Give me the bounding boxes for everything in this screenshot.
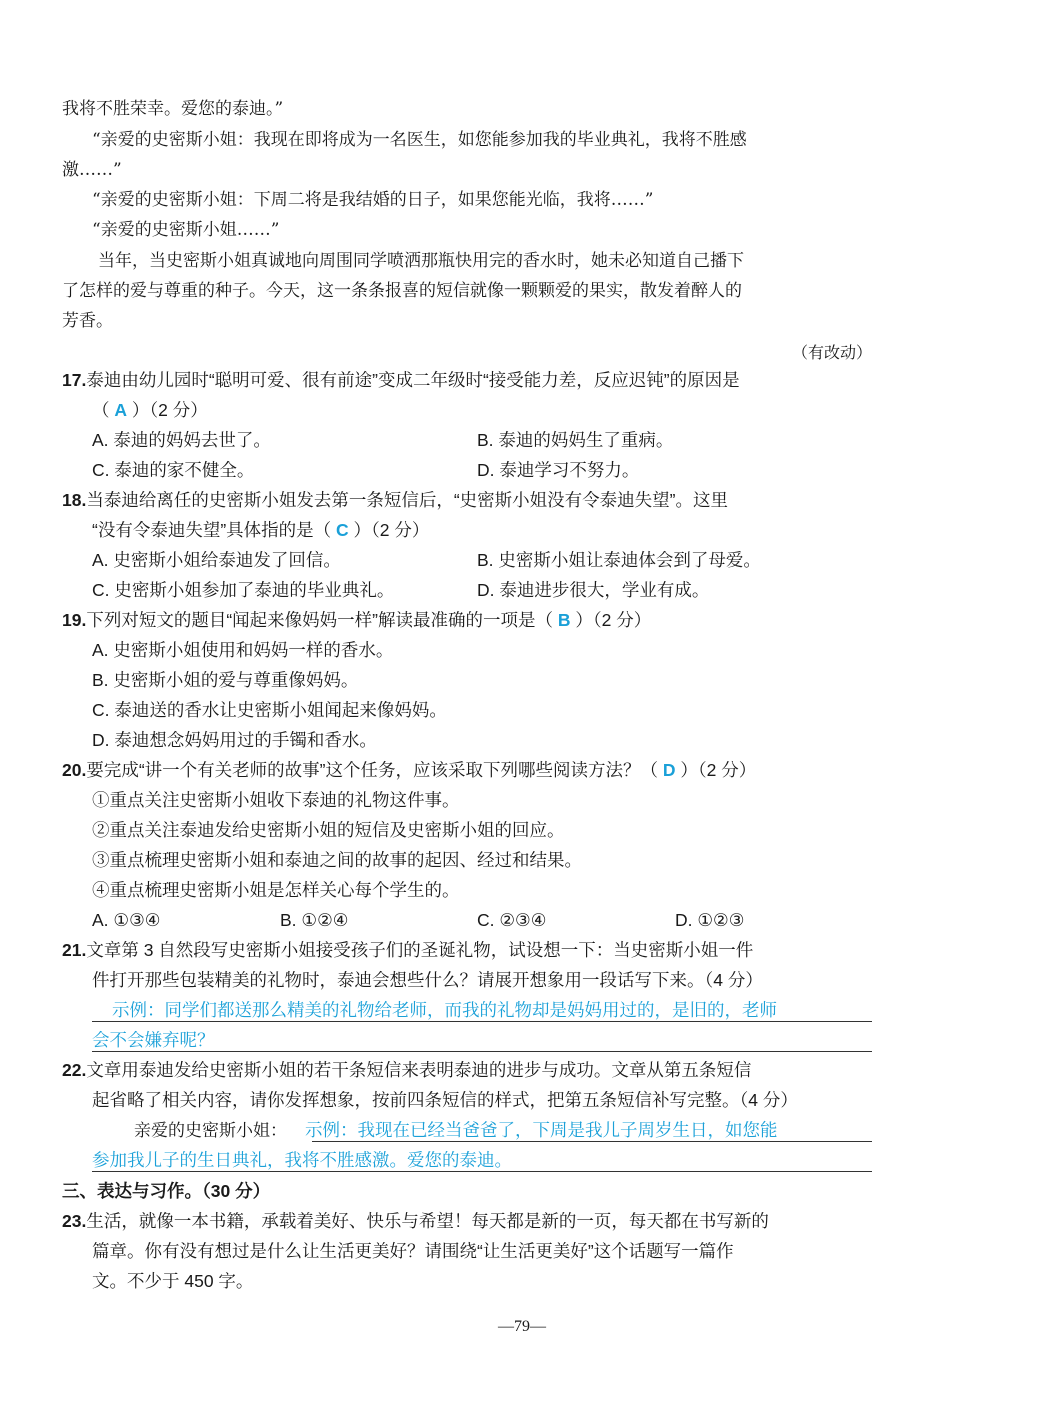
question-text: 文章用泰迪发给史密斯小姐的若干条短信来表明泰迪的进步与成功。文章从第五条短信 xyxy=(86,1060,752,1080)
option-d: D. 泰迪学习不努力。 xyxy=(477,460,640,480)
option-c: C. 泰迪的家不健全。 xyxy=(92,460,255,480)
question-21 xyxy=(62,939,753,961)
option-d: D. 泰迪想念妈妈用过的手镯和香水。 xyxy=(92,730,377,750)
question-number: 18. xyxy=(62,490,87,510)
question-text: 篇章。你有没有想过是什么让生活更美好？请围绕“让生活更美好”这个话题写一篇作 xyxy=(92,1241,734,1261)
question-number: 23. xyxy=(62,1211,87,1231)
question-17 xyxy=(62,369,740,391)
question-20 xyxy=(62,759,756,781)
answer-underline xyxy=(312,1141,872,1142)
story-line: 了怎样的爱与尊重的种子。今天，这一条条报喜的短信就像一颗颗爱的果实，散发着醉人的 xyxy=(62,281,742,301)
story-line: 我将不胜荣幸。爱您的泰迪。” xyxy=(62,99,284,119)
question-number: 19. xyxy=(62,610,87,630)
points: ）（2 分） xyxy=(353,520,430,540)
story-line: “亲爱的史密斯小姐……” xyxy=(92,220,280,240)
option-d: D. ①②③ xyxy=(675,910,745,930)
option-c: C. ②③④ xyxy=(477,910,547,930)
answer-mark: B xyxy=(557,610,571,630)
points: ）（2 分） xyxy=(680,760,757,780)
answer-line: 示例：同学们都送那么精美的礼物给老师，而我的礼物却是妈妈用过的，是旧的，老师 xyxy=(112,1000,777,1020)
question-17-blank xyxy=(92,399,208,421)
option-a: A. 泰迪的妈妈去世了。 xyxy=(92,430,271,450)
option-b: B. 泰迪的妈妈生了重病。 xyxy=(477,430,674,450)
question-text: 生活，就像一本书籍，承载着美好、快乐与希望！每天都是新的一页，每天都在书写新的 xyxy=(86,1211,769,1231)
option-c: C. 泰迪送的香水让史密斯小姐闻起来像妈妈。 xyxy=(92,700,447,720)
option-a: A. 史密斯小姐给泰迪发了回信。 xyxy=(92,550,341,570)
option-b: B. ①②④ xyxy=(280,910,349,930)
statement-4: ④重点梳理史密斯小姐是怎样关心每个学生的。 xyxy=(92,880,460,900)
story-line: 芳香。 xyxy=(62,311,113,331)
question-text: 泰迪由幼儿园时“聪明可爱、很有前途”变成二年级时“接受能力差，反应迟钝”的原因是 xyxy=(86,370,740,390)
question-text: 文章第 3 自然段写史密斯小姐接受孩子们的圣诞礼物，试设想一下：当史密斯小姐一件 xyxy=(86,940,754,960)
question-number: 20. xyxy=(62,760,87,780)
sms-prefix: 亲爱的史密斯小姐： xyxy=(134,1121,287,1141)
answer-underline xyxy=(92,1021,872,1022)
statement-2: ②重点关注泰迪发给史密斯小姐的短信及史密斯小姐的回应。 xyxy=(92,820,565,840)
option-c: C. 史密斯小姐参加了泰迪的毕业典礼。 xyxy=(92,580,395,600)
question-number: 21. xyxy=(62,940,87,960)
question-text: 下列对短文的题目“闻起来像妈妈一样”解读最准确的一项是（ xyxy=(86,610,553,630)
question-23 xyxy=(62,1210,769,1232)
answer-underline xyxy=(92,1051,872,1052)
answer-line: 示例：我现在已经当爸爸了，下周是我儿子周岁生日，如您能 xyxy=(305,1120,778,1140)
answer-underline xyxy=(92,1171,872,1172)
story-line: 激……” xyxy=(62,160,122,180)
answer-mark: A xyxy=(114,400,128,420)
answer-line: 参加我儿子的生日典礼，我将不胜感激。爱您的泰迪。 xyxy=(92,1150,512,1170)
statement-1: ①重点关注史密斯小姐收下泰迪的礼物这件事。 xyxy=(92,790,460,810)
statement-3: ③重点梳理史密斯小姐和泰迪之间的故事的起因、经过和结果。 xyxy=(92,850,582,870)
question-text: 要完成“讲一个有关老师的故事”这个任务，应该采取下列哪些阅读方法？（ xyxy=(86,760,658,780)
source-note: （有改动） xyxy=(791,343,872,362)
option-b: B. 史密斯小姐让泰迪体会到了母爱。 xyxy=(477,550,761,570)
story-line: “亲爱的史密斯小姐：我现在即将成为一名医生，如您能参加我的毕业典礼，我将不胜感 xyxy=(92,130,747,150)
question-text: 当泰迪给离任的史密斯小姐发去第一条短信后，“史密斯小姐没有令泰迪失望”。这里 xyxy=(86,490,728,510)
answer-mark: C xyxy=(336,520,349,540)
option-a: A. ①③④ xyxy=(92,910,161,930)
story-line: 当年，当史密斯小姐真诚地向周围同学喷洒那瓶快用完的香水时，她未必知道自己播下 xyxy=(98,251,744,271)
option-b: B. 史密斯小姐的爱与尊重像妈妈。 xyxy=(92,670,359,690)
question-text: 文。不少于 450 字。 xyxy=(92,1271,254,1291)
option-a: A. 史密斯小姐使用和妈妈一样的香水。 xyxy=(92,640,394,660)
question-text: 起省略了相关内容，请你发挥想象，按前四条短信的样式，把第五条短信补写完整。（4 分） xyxy=(92,1090,798,1110)
question-number: 22. xyxy=(62,1060,87,1080)
question-18-blank xyxy=(92,519,429,541)
points: ）（2 分） xyxy=(575,610,652,630)
paren-open: （ xyxy=(92,400,110,420)
question-text: “没有令泰迪失望”具体指的是（ xyxy=(92,520,332,540)
answer-mark: D xyxy=(662,760,676,780)
question-19 xyxy=(62,609,651,631)
question-number: 17. xyxy=(62,370,87,390)
story-line: “亲爱的史密斯小姐：下周二将是我结婚的日子，如果您能光临，我将……” xyxy=(92,190,654,210)
sms-greeting xyxy=(134,1119,778,1142)
question-18 xyxy=(62,489,728,511)
option-d: D. 泰迪进步很大，学业有成。 xyxy=(477,580,710,600)
page-number: —79— xyxy=(498,1318,546,1335)
points: ）（2 分） xyxy=(131,400,208,420)
question-text: 件打开那些包装精美的礼物时，泰迪会想些什么？请展开想象用一段话写下来。（4 分） xyxy=(92,970,763,990)
answer-line: 会不会嫌弃呢？ xyxy=(92,1030,215,1050)
section-heading: 三、表达与习作。（30 分） xyxy=(62,1181,271,1201)
question-22 xyxy=(62,1059,751,1081)
